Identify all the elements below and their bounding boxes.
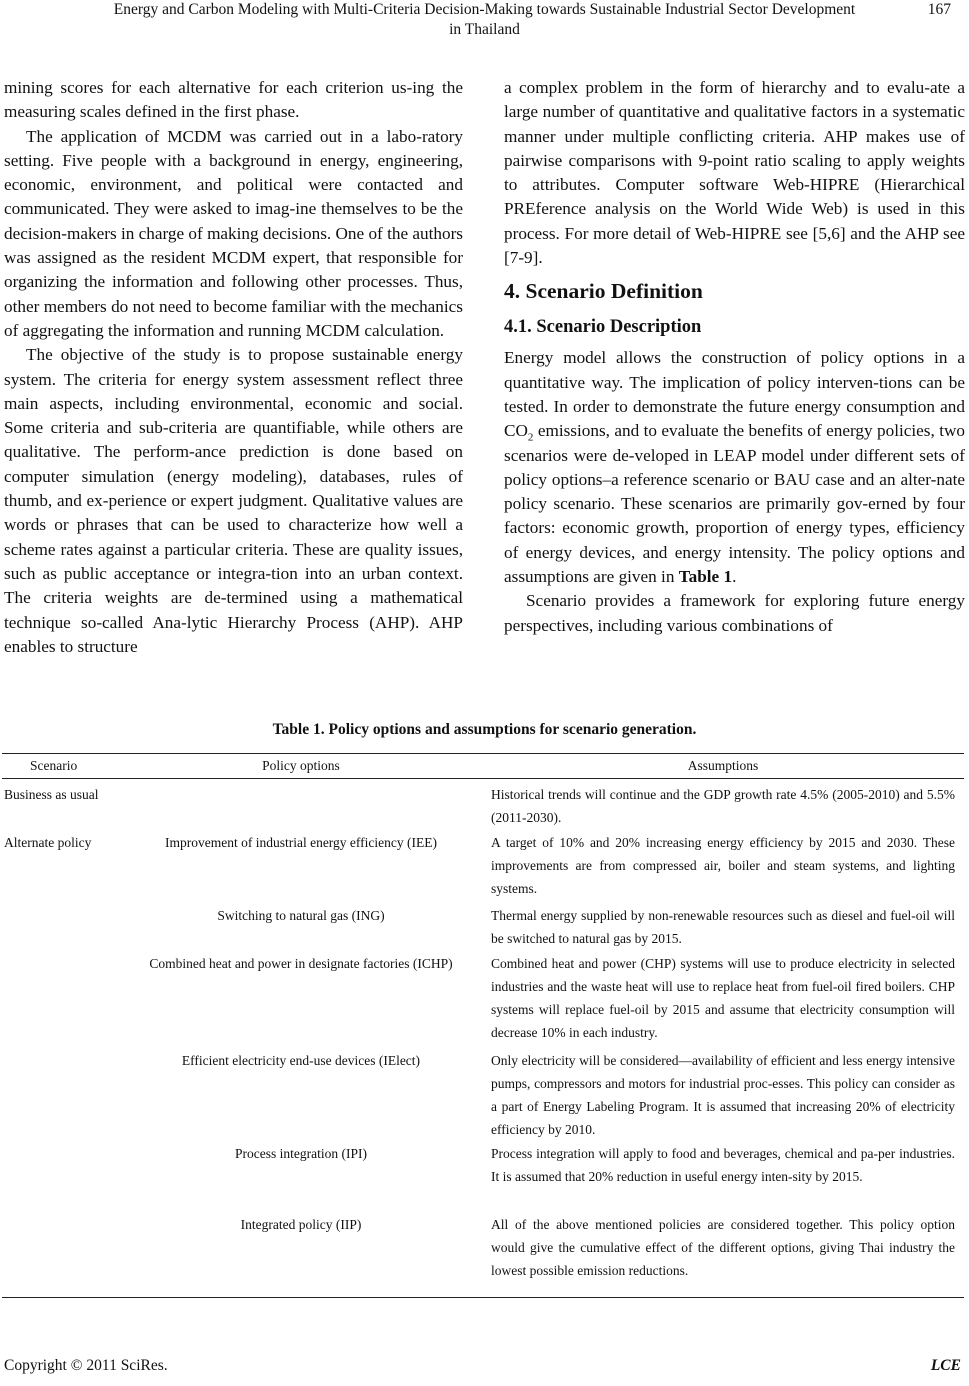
table-cell-policy: Combined heat and power in designate factories (ICHP) — [149, 956, 453, 971]
table-cell-assumptions: Process integration will apply to food and beverages, chemical and pa-per industries. It is assumed that 20% reduction in useful energy inten-sity by 2015. — [491, 1146, 955, 1184]
table-cell-policy: Efficient electricity end-use devices (IElect) — [181, 1053, 421, 1068]
table-cell-assumptions: Historical trends will continue and the GDP growth rate 4.5% (2005-2010) and 5.5% (2011-2030). — [491, 787, 955, 825]
table-cell-assumptions: Only electricity will be considered—availability of efficient and less energy intensive pumps, compressors and motors for industrial proc-esses. This policy can consider as a part of Energy Labeling Program. It is assumed that increasing 20% of electricity efficiency by 2010. — [491, 1053, 955, 1137]
paragraph: Energy model allows the construction of policy options in a quantitative way. The implication of policy interven-tions can be tested. In order to demonstrate the future energy consumption and $CO_2$ emissions, and to evaluate the benefits of energy policies, two scenarios were de-veloped in LEAP model under different sets of policy options–a reference scenario or BAU case and an alter-nate policy scenario. These scenarios are primarily gov-erned by four factors: economic growth, proportion of energy types, efficiency of energy devices, and energy intensity. The policy options and assumptions are given in Table 1. — [504, 348, 965, 587]
table-cell-scenario: Alternate policy — [4, 835, 92, 850]
paragraph: mining scores for each alternative for each criterion us-ing the measuring scales defined in the first phase. — [4, 78, 463, 122]
column-header-policy: Policy options — [262, 758, 340, 773]
table-cell-policy: Switching to natural gas (ING) — [217, 908, 385, 923]
running-title-line1: Energy and Carbon Modeling with Multi-Criteria Decision-Making towards Sustainable Industrial Sector Development — [113, 1, 856, 18]
running-title-line2: in Thailand — [449, 21, 520, 38]
journal-abbrev: LCE — [930, 1357, 961, 1374]
column-header-scenario: Scenario — [30, 758, 78, 773]
table-caption: Table 1. Policy options and assumptions for scenario generation. — [272, 721, 697, 738]
paragraph: The objective of the study is to propose sustainable energy system. The criteria for energy system assessment reflect three main aspects, including environmental, economic and social. Some criteria and sub-criteria are quantifiable, while others are qualitative. The perform-ance prediction is done based on computer simulation (energy modeling), databases, rules of thumb, and ex-perience or expert judgment. Qualitative values are words or phrases that can be used to characterize how well a scheme rates against a particular criteria. These are quality issues, such as public acceptance or integra-tion into an urban context. The criteria weights are de-termined using a mathematical technique so-called Ana-lytic Hierarchy Process (AHP). AHP enables to structure — [4, 345, 463, 656]
table-cell-assumptions: Thermal energy supplied by non-renewable resources such as diesel and fuel-oil will be switched to natural gas by 2015. — [491, 908, 955, 946]
page-number: 167 — [927, 1, 951, 18]
column-header-assumptions: Assumptions — [687, 758, 759, 773]
right-column — [504, 76, 965, 638]
table-rule-bottom — [2, 1297, 964, 1298]
table-cell-policy: Process integration (IPI) — [235, 1146, 367, 1161]
paragraph: Scenario provides a framework for exploring future energy perspectives, including various combinations of — [504, 591, 965, 635]
table-cell-scenario: Business as usual — [4, 787, 99, 802]
table-cell-policy: Integrated policy (IIP) — [240, 1217, 362, 1232]
left-column — [4, 76, 463, 659]
section-heading: 4. Scenario Definition — [504, 279, 703, 304]
table-cell-assumptions: Combined heat and power (CHP) systems will use to produce electricity in selected industries and the waste heat will use to replace heat from fuel-oil fired boilers. CHP systems will replace fuel-oil by 2015 and assume that electricity consumption will decrease 10% in each industry. — [491, 956, 955, 1040]
table-cell-assumptions: A target of 10% and 20% increasing energy efficiency by 2015 and 2030. These improvements are from compressed air, boiler and steam systems, and lighting systems. — [491, 835, 955, 896]
table-cell-assumptions: All of the above mentioned policies are considered together. This policy option would give the cumulative effect of the different options, giving Thai industry the lowest possible emission reductions. — [491, 1217, 955, 1278]
paragraph: a complex problem in the form of hierarchy and to evalu-ate a large number of quantitative and qualitative factors in a systematic manner under multiple conflicting criteria. AHP makes use of pairwise comparisons with 9-point ratio scaling to apply weights to attributes. Computer software Web-HIPRE (Hierarchical PREference analysis on the World Wide Web) is used in this process. For more detail of Web-HIPRE see [5,6] and the AHP see [7-9]. — [504, 78, 965, 268]
table-rule-top — [2, 753, 964, 754]
copyright-notice: Copyright © 2011 SciRes. — [4, 1357, 168, 1374]
subsection-heading: 4.1. Scenario Description — [504, 317, 702, 338]
table-reference: Table 1 — [678, 567, 733, 587]
table-cell-policy: Improvement of industrial energy efficiency (IEE) — [164, 835, 438, 850]
paragraph: The application of MCDM was carried out in a labo-ratory setting. Five people with a background in energy, engineering, economic, environment, and political were contacted and communicated. They were asked to imag-ine themselves to be the decision-makers in charge of making decisions. One of the authors was assigned as the resident MCDM expert, that responsible for organizing the information and following other processes. Thus, other members do not need to become familiar with the mechanics of aggregating the information and running MCDM calculation. — [4, 126, 463, 340]
table-rule-mid — [2, 778, 964, 779]
